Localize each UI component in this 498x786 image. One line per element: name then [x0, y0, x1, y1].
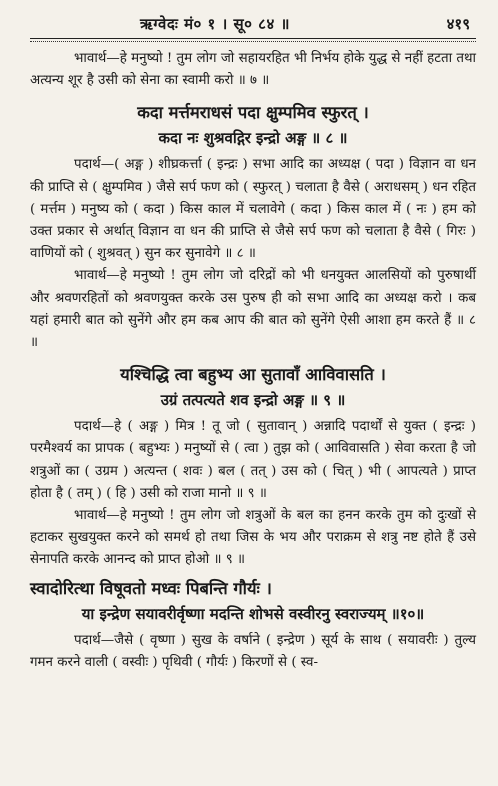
mantra-9-line-2: उग्रं तत्पत्यते शव इन्द्रो अङ्ग ॥ ९ ॥ [160, 391, 346, 410]
padartha-verse-10: पदार्थ—जैसे ( वृष्णा ) सुख के वर्षाने ( इन्द्रेण ) सूर्य के साथ ( सयावरीः ) तुल्य गमन करने वाली ( वस्वीः ) पृथिवी ( गौर्यः ) किरणों से ( स्व- [30, 632, 476, 670]
padartha-verse-9: पदार्थ—हे ( अङ्ग ) मित्र ! तू जो ( सुतावान् ) अन्नादि पदार्थों से युक्त ( इन्द्रः ) परमैश्वर्य का प्रापक ( बहुभ्यः ) मनुष्यों से ( त्वा ) तुझ को ( आविवासति ) सेवा करता है जो शत्रुओं का ( उग्रम ) अत्यन्त ( शवः ) बल ( तत् ) उस को ( चित् ) भी ( आपत्यते ) प्राप्त होता है ( तम् ) ( हि ) उसी को राजा मानो ॥ ९ ॥ [30, 419, 476, 501]
mantra-9-line-1: यश्चिद्धि त्वा बहुभ्य आ सुतावाँ आविवासति । [120, 365, 386, 385]
bhavartha-verse-8: भावार्थ—हे मनुष्यो ! तुम लोग जो दरिद्रों को भी धनयुक्त आलसियों को पुरुषार्थी और श्रवणरहितों को श्रवणयुक्त करके उस पुरुष ही को सभा आदि का अध्यक्ष करो । कब यहां हमारी बात को सुनेंगे और हम कब आप की बात को सुनेंगे ऐसी आशा हम करते हैं ॥ ८ ॥ [30, 268, 476, 351]
mantra-8-line-1: कदा मर्त्तमराधसं पदा क्षुम्पमिव स्फुरत् । [137, 103, 369, 123]
page-body [30, 48, 476, 674]
padartha-verse-8: पदार्थ—( अङ्ग ) शीघ्रकर्त्ता ( इन्द्रः ) सभा आदि का अध्यक्ष ( पदा ) विज्ञान वा धन की प्राप्ति से ( क्षुम्पमिव ) जैसे सर्प फण को ( स्फुरत् ) चलाता है वैसे ( अराधसम् ) धन रहित ( मर्त्तम ) मनुष्य को ( कदा ) किस काल में चलावेगे ( कदा ) किस काल में ( नः ) हम को उक्त प्रकार से अर्थात् विज्ञान वा धन की प्राप्ति से जैसे सर्प फण को चलाता है वैसे ( गिरः ) वाणियों को ( शुश्रवत् ) सुन कर सुनावेगे ॥ ८ ॥ [30, 157, 476, 262]
mantra-10-line-1: स्वादोरित्था विषूवतो मध्वः पिबन्ति गौर्यः । [30, 578, 272, 598]
mantra-8-line-2: कदा नः शुश्रवद्गिर इन्द्रो अङ्ग ॥ ८ ॥ [158, 129, 348, 148]
dotted-divider [30, 41, 476, 42]
page-header [30, 10, 476, 39]
page-number: ४१९ [446, 15, 470, 33]
running-head: ऋग्वेदः मं० १ । सू० ८४ ॥ [140, 15, 290, 33]
mantra-10-line-2: या इन्द्रेण सयावरीर्वृष्णा मदन्ति शोभसे वस्वीरनु स्वराज्यम् ॥१०॥ [81, 604, 425, 623]
bhavartha-verse-9: भावार्थ—हे मनुष्यो ! तुम लोग जो शत्रुओं के बल का हनन करके तुम को दुःखों से हटाकर सुखयुक्त करने को समर्थ हो तथा जिस के भय और पराक्रम से शत्रु नष्ट होते हैं उसे सेनापति करके आनन्द को प्राप्त होओ ॥ ९ ॥ [30, 508, 476, 568]
bhavartha-verse-7: भावार्थ—हे मनुष्यो ! तुम लोग जो सहायरहित भी निर्भय होके युद्ध से नहीं हटता तथा अत्यन्य शूर है उसी को सेना का स्वामी करो ॥ ७ ॥ [30, 51, 476, 89]
